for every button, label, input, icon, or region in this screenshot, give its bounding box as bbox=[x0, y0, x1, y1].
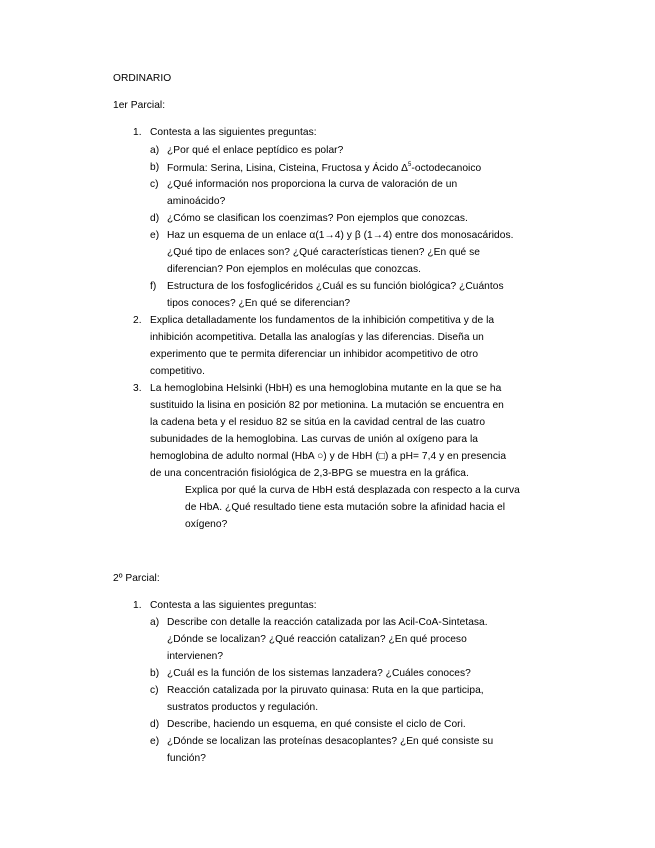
p2-q1-a-line-3: intervienen? bbox=[167, 651, 224, 662]
p2-q1-c-label: c) bbox=[150, 685, 159, 696]
p1-q1-number: 1. bbox=[133, 127, 142, 138]
p1-q1-f-line-1: Estructura de los fosfoglicéridos ¿Cuál es su función biológica? ¿Cuántos bbox=[167, 281, 504, 292]
p1-q1-b-line bbox=[167, 162, 481, 174]
p1-q1-f-line-2: tipos conoces? ¿En qué se diferencian? bbox=[167, 298, 351, 309]
p1-q3-line-1: La hemoglobina Helsinki (HbH) es una hemoglobina mutante en la que se ha bbox=[150, 383, 502, 394]
p1-q1-d-label: d) bbox=[150, 213, 160, 224]
p1-q1-b-line-1b: -octodecanoico bbox=[411, 163, 482, 174]
p1-q3-number: 3. bbox=[133, 383, 142, 394]
p1-q3-sub-line-3: oxígeno? bbox=[185, 519, 228, 530]
p2-q1-d-label: d) bbox=[150, 719, 160, 730]
p1-q2-line-2: inhibición acompetitiva. Detalla las analogías y las diferencias. Diseña un bbox=[150, 332, 484, 343]
p2-q1-a-line-2: ¿Dónde se localizan? ¿Qué reacción catalizan? ¿En qué proceso bbox=[167, 634, 467, 645]
p1-q1-a-label: a) bbox=[150, 145, 160, 156]
p1-q1-e-line-2: ¿Qué tipo de enlaces son? ¿Qué características tienen? ¿En qué se bbox=[167, 247, 481, 258]
p1-q1-a-line-1: ¿Por qué el enlace peptídico es polar? bbox=[167, 145, 344, 156]
p2-q1-e-line-1: ¿Dónde se localizan las proteínas desacoplantes? ¿En qué consiste su bbox=[167, 736, 494, 747]
p1-q3-line-5: hemoglobina de adulto normal (HbA ○) y de HbH (□) a pH= 7,4 y en presencia bbox=[150, 451, 507, 462]
p2-q1-d-line-1: Describe, haciendo un esquema, en qué consiste el ciclo de Cori. bbox=[167, 719, 466, 730]
p2-q1-c-line-1: Reacción catalizada por la piruvato quinasa: Ruta en la que participa, bbox=[167, 685, 484, 696]
p1-q1-c-label: c) bbox=[150, 179, 159, 190]
p1-q1-e-line-1: Haz un esquema de un enlace α(1→4) y β (1→4) entre dos monosacáridos. bbox=[167, 230, 514, 241]
p1-q1-b-superscript: 5 bbox=[408, 162, 412, 168]
p2-q1-e-label: e) bbox=[150, 736, 160, 747]
p2-q1-e-line-2: función? bbox=[167, 753, 206, 764]
p1-q3-line-6: de una concentración fisiológica de 2,3-BPG se muestra en la gráfica. bbox=[150, 468, 469, 479]
p1-q3-line-4: subunidades de la hemoglobina. Las curvas de unión al oxígeno para la bbox=[150, 434, 478, 445]
p1-q3-line-3: la cadena beta y el residuo 82 se sitúa en la cavidad central de las cuatro bbox=[150, 417, 486, 428]
p2-q1-text: Contesta a las siguientes preguntas: bbox=[150, 600, 317, 611]
parcial-2-heading: 2º Parcial: bbox=[113, 573, 160, 584]
p2-q1-number: 1. bbox=[133, 600, 142, 611]
p1-q1-e-line-3: diferencian? Pon ejemplos en moléculas que conozcas. bbox=[167, 264, 422, 275]
p2-q1-a-label: a) bbox=[150, 617, 160, 628]
p1-q2-line-1: Explica detalladamente los fundamentos de la inhibición competitiva y de la bbox=[150, 315, 495, 326]
p1-q1-c-line-1: ¿Qué información nos proporciona la curva de valoración de un bbox=[167, 179, 458, 190]
p1-q1-b-line-1: Formula: Serina, Lisina, Cisteina, Fructosa y Ácido Δ bbox=[167, 163, 409, 174]
p1-q1-d-line-1: ¿Cómo se clasifican los coenzimas? Pon ejemplos que conozcas. bbox=[167, 213, 468, 224]
p2-q1-b-label: b) bbox=[150, 668, 160, 679]
p1-q2-line-3: experimento que te permita diferenciar un inhibidor acompetitivo de otro bbox=[150, 349, 479, 360]
p1-q1-f-label: f) bbox=[150, 281, 157, 292]
p2-q1-a-line-1: Describe con detalle la reacción catalizada por las Acil-CoA-Sintetasa. bbox=[167, 617, 488, 628]
p1-q1-c-line-2: aminoácido? bbox=[167, 196, 226, 207]
p1-q3-sub-line-2: de HbA. ¿Qué resultado tiene esta mutación sobre la afinidad hacia el bbox=[185, 502, 506, 513]
p1-q3-line-2: sustituido la lisina en posición 82 por metionina. La mutación se encuentra en bbox=[150, 400, 504, 411]
p1-q2-number: 2. bbox=[133, 315, 142, 326]
p1-q2-line-4: competitivo. bbox=[150, 366, 205, 377]
document-title: ORDINARIO bbox=[113, 73, 172, 84]
p2-q1-c-line-2: sustratos productos y regulación. bbox=[167, 702, 319, 713]
p1-q3-sub-line-1: Explica por qué la curva de HbH está desplazada con respecto a la curva bbox=[185, 485, 520, 496]
p1-q1-text: Contesta a las siguientes preguntas: bbox=[150, 127, 317, 138]
p1-q1-b-label: b) bbox=[150, 162, 160, 173]
parcial-1-heading: 1er Parcial: bbox=[113, 100, 166, 111]
p2-q1-b-line-1: ¿Cuál es la función de los sistemas lanzadera? ¿Cuáles conoces? bbox=[167, 668, 471, 679]
p1-q1-e-label: e) bbox=[150, 230, 160, 241]
